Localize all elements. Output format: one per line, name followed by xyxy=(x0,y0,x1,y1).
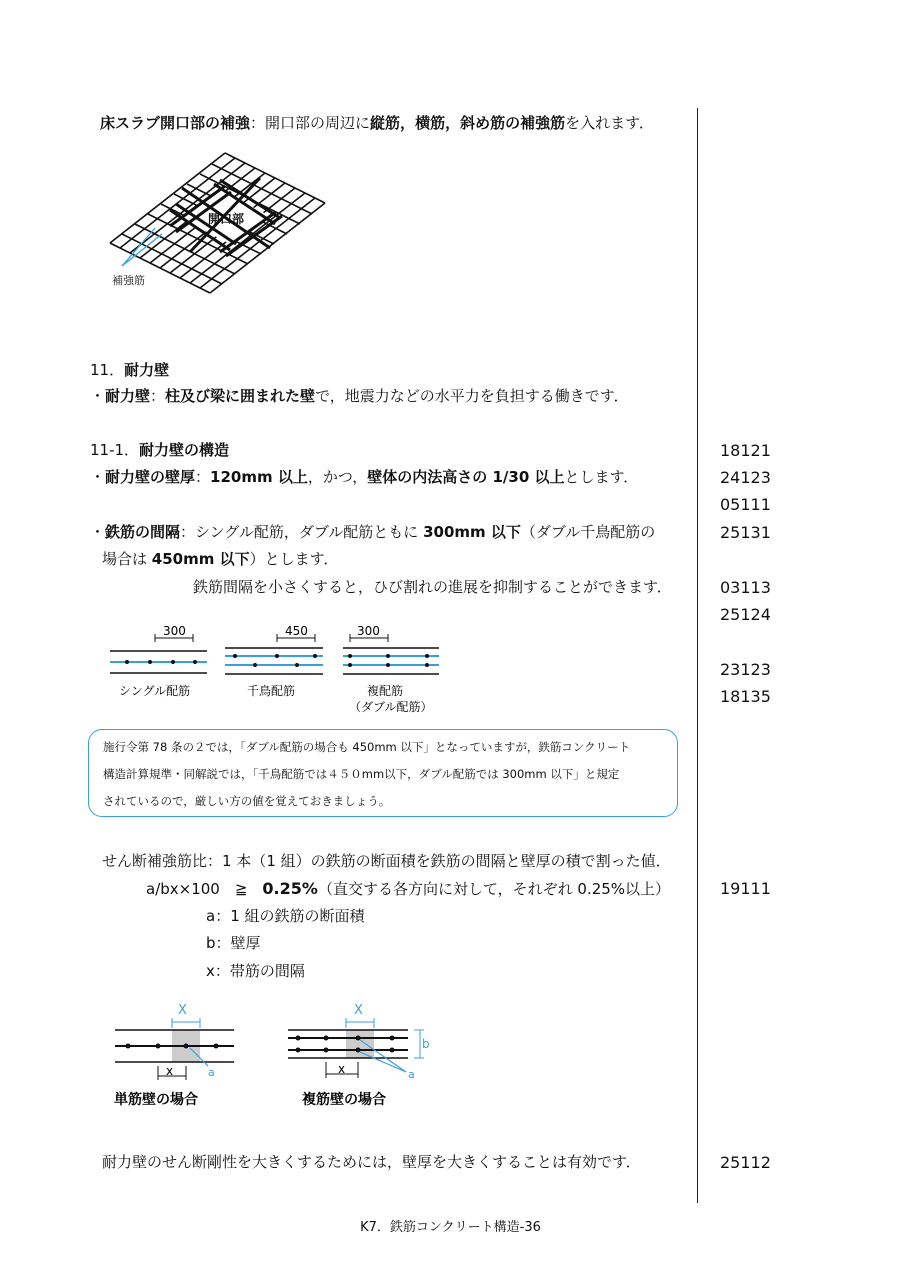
code-19111: 19111 xyxy=(720,879,771,898)
x-label-double: X xyxy=(354,1003,363,1018)
page-footer: K7．鉄筋コンクリート構造-36 xyxy=(360,1220,541,1235)
rebar-spacing-line2: 場合は 450mm 以下）とします． xyxy=(102,550,339,568)
label-double-sub: （ダブル配筋） xyxy=(349,700,433,714)
code-18121: 18121 xyxy=(720,441,771,460)
single-layout xyxy=(110,624,207,698)
code-25112: 25112 xyxy=(720,1153,771,1172)
b-label: b xyxy=(422,1037,430,1051)
shear-formula: a/bx×100 ≧ 0.25%（直交する各方向に対して，それぞれ 0.25%以上） xyxy=(146,879,671,898)
column-divider xyxy=(697,108,698,1203)
wall-rebar-figure xyxy=(110,1000,450,1115)
shear-stiffness-text: 耐力壁のせん断剛性を大きくするためには，壁厚を大きくすることは有効です． xyxy=(102,1153,641,1171)
opening-label: 開口部 xyxy=(208,212,245,226)
code-05111: 05111 xyxy=(720,495,771,514)
rebar-spacing-line1: ・鉄筋の間隔：シングル配筋，ダブル配筋ともに 300mm 以下（ダブル千鳥配筋の xyxy=(90,523,656,541)
section-11-1-heading: 11-1．耐力壁の構造 xyxy=(90,441,230,459)
section-11-heading: 11．耐力壁 xyxy=(90,361,170,379)
crack-control-text: 鉄筋間隔を小さくすると，ひび割れの進展を抑制することができます． xyxy=(193,578,672,596)
rebar-label: 補強筋 xyxy=(112,274,145,287)
label-double: 複配筋 xyxy=(367,684,404,698)
bearing-wall-definition: ・耐力壁：柱及び梁に囲まれた壁で，地震力などの水平力を負担する働きです． xyxy=(90,387,629,405)
label-single: シングル配筋 xyxy=(119,684,191,698)
chidori-layout xyxy=(225,624,323,698)
code-25131: 25131 xyxy=(720,523,771,542)
slab-title: 床スラブ開口部の補強 xyxy=(100,114,251,132)
shear-ratio-definition: せん断補強筋比：1 本（1 組）の鉄筋の断面積を鉄筋の間隔と壁厚の積で割った値． xyxy=(102,852,671,870)
single-wall-diagram xyxy=(114,1003,234,1108)
slab-opening-figure xyxy=(100,148,360,298)
x-label-single: X xyxy=(178,1003,187,1018)
var-a: a：1 組の鉄筋の断面積 xyxy=(206,907,365,925)
code-23123: 23123 xyxy=(720,660,771,679)
note-line-3: されているので，厳しい方の値を覚えておきましょう。 xyxy=(103,794,391,808)
note-box xyxy=(88,729,678,817)
dim-double: 300 xyxy=(357,624,380,638)
code-24123: 24123 xyxy=(720,468,771,487)
code-03113: 03113 xyxy=(720,578,771,597)
var-x: x：帯筋の間隔 xyxy=(206,962,305,980)
x-lower-single: x xyxy=(166,1064,174,1078)
a-label-single: a xyxy=(208,1066,215,1079)
code-18135: 18135 xyxy=(720,687,771,706)
rebar-layout-figure xyxy=(105,620,450,720)
single-wall-caption: 単筋壁の場合 xyxy=(114,1092,198,1108)
code-25124: 25124 xyxy=(720,605,771,624)
double-wall-diagram xyxy=(288,1003,430,1108)
note-line-2: 構造計算規準・同解説では，「千鳥配筋では４５０mm以下，ダブル配筋では 300mm 以下」と規定 xyxy=(103,767,620,781)
double-wall-caption: 複筋壁の場合 xyxy=(302,1092,386,1108)
x-lower-double: x xyxy=(338,1062,346,1076)
note-line-1: 施行令第 78 条の２では，「ダブル配筋の場合も 450mm 以下」となっていますが，鉄筋コンクリート xyxy=(103,740,631,754)
var-b: b：壁厚 xyxy=(206,934,261,952)
wall-thickness-line: ・耐力壁の壁厚：120mm 以上，かつ，壁体の内法高さの 1/30 以上とします． xyxy=(90,468,639,486)
a-label-double: a xyxy=(408,1068,415,1081)
slab-opening-paragraph: 床スラブ開口部の補強：開口部の周辺に縦筋，横筋，斜め筋の補強筋を入れます． xyxy=(100,114,654,132)
dim-single: 300 xyxy=(163,624,186,638)
double-layout xyxy=(343,624,439,714)
label-chidori: 千鳥配筋 xyxy=(247,684,296,698)
dim-chidori: 450 xyxy=(285,624,308,638)
